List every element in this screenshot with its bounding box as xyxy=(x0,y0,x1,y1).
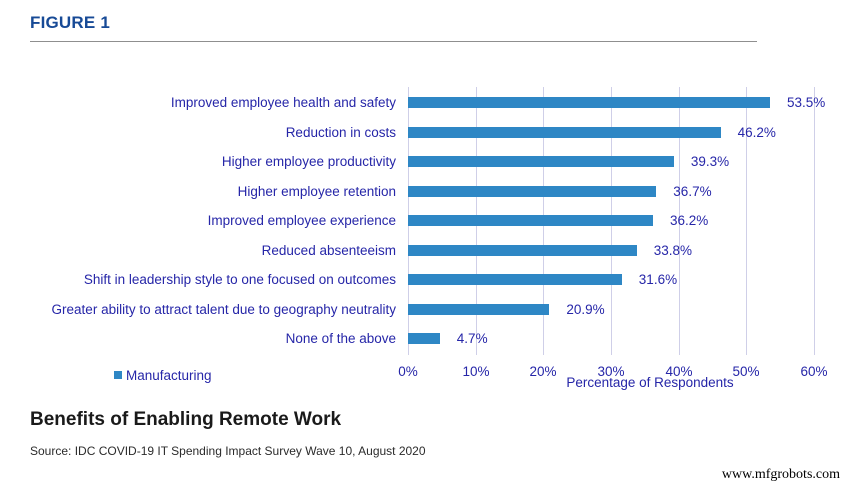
bar xyxy=(408,156,674,167)
bar xyxy=(408,97,770,108)
chart-row xyxy=(30,206,845,236)
bar xyxy=(408,333,440,344)
x-tick-label: 40% xyxy=(665,364,693,379)
value-label: 36.7% xyxy=(673,183,712,199)
x-tick-label: 50% xyxy=(732,364,760,379)
value-label: 39.3% xyxy=(690,154,730,170)
legend-marker-icon xyxy=(114,371,122,379)
chart-row xyxy=(30,177,845,207)
category-label: Shift in leadership style to one focused on outcomes xyxy=(83,272,396,288)
value-label: 33.8% xyxy=(653,242,692,258)
value-label: 31.6% xyxy=(638,272,678,288)
bar xyxy=(408,215,653,226)
value-label: 4.7% xyxy=(456,331,488,347)
category-label: None of the above xyxy=(285,331,396,347)
watermark: www.mfgrobots.com xyxy=(721,467,840,482)
chart-row xyxy=(30,88,845,118)
value-label: 36.2% xyxy=(670,213,709,229)
chart-row xyxy=(30,236,845,266)
chart-rows xyxy=(30,88,845,354)
x-tick-label: 20% xyxy=(529,364,557,379)
chart-row xyxy=(30,265,845,295)
figure-label: FIGURE 1 xyxy=(30,13,111,32)
chart-title: Benefits of Enabling Remote Work xyxy=(30,409,342,430)
header-rule xyxy=(30,41,757,42)
x-axis-title: Percentage of Respondents xyxy=(566,375,734,390)
value-label: 53.5% xyxy=(787,95,826,111)
chart-row xyxy=(30,147,845,177)
value-label: 46.2% xyxy=(737,124,776,140)
category-label: Reduction in costs xyxy=(285,124,396,140)
chart-row xyxy=(30,324,845,354)
legend-label: Manufacturing xyxy=(126,368,212,383)
chart-row xyxy=(30,295,845,325)
bar xyxy=(408,186,656,197)
source-note: Source: IDC COVID-19 IT Spending Impact Survey Wave 10, August 2020 xyxy=(30,444,426,458)
x-tick-label: 10% xyxy=(462,364,490,379)
category-label: Higher employee productivity xyxy=(221,154,396,170)
bar xyxy=(408,304,549,315)
category-label: Improved employee experience xyxy=(207,213,396,229)
x-tick-label: 60% xyxy=(800,364,828,379)
category-label: Higher employee retention xyxy=(237,183,396,199)
chart-row xyxy=(30,118,845,148)
bar xyxy=(408,245,637,256)
bar xyxy=(408,274,622,285)
category-label: Improved employee health and safety xyxy=(170,95,396,111)
category-label: Greater ability to attract talent due to geography neutrality xyxy=(51,301,396,317)
value-label: 20.9% xyxy=(566,301,605,317)
x-tick-label: 30% xyxy=(597,364,625,379)
category-label: Reduced absenteeism xyxy=(261,242,396,258)
legend xyxy=(114,368,212,383)
x-tick-label: 0% xyxy=(398,364,418,379)
bar xyxy=(408,127,721,138)
